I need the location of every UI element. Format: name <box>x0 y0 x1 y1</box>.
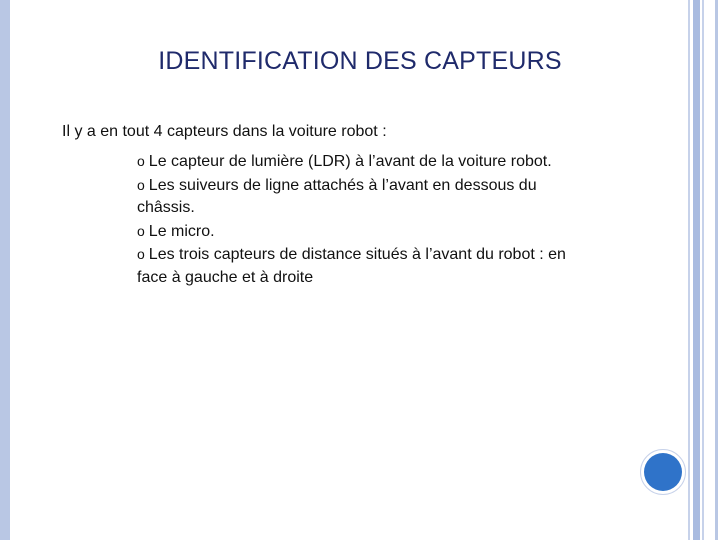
list-item <box>137 220 577 244</box>
bullet-icon: o <box>137 176 145 193</box>
slide-title: IDENTIFICATION DES CAPTEURS <box>158 47 562 75</box>
bullet-icon: o <box>137 153 145 169</box>
list-item <box>137 150 577 174</box>
list-item-text: Le capteur de lumière (LDR) à l’avant de la voiture robot. <box>148 153 552 170</box>
list-item-text: Les suiveurs de ligne attachés à l’avant en dessous du châssis. <box>137 176 537 216</box>
right-border-line <box>693 0 700 540</box>
right-border-line <box>715 0 718 540</box>
right-border-line <box>702 0 704 540</box>
sensor-list <box>137 150 577 289</box>
left-decorative-bar <box>0 0 10 540</box>
bullet-icon: o <box>137 222 145 239</box>
right-border-line <box>688 0 690 540</box>
list-item <box>137 243 577 289</box>
bullet-icon: o <box>137 246 145 262</box>
list-item-text: Les trois capteurs de distance situés à l’avant du robot : en face à gauche et à droite <box>137 246 566 286</box>
list-item <box>137 174 577 220</box>
decorative-circle-icon <box>644 453 682 491</box>
intro-text: Il y a en tout 4 capteurs dans la voiture robot : <box>62 123 387 140</box>
list-item-text: Le micro. <box>148 222 215 240</box>
